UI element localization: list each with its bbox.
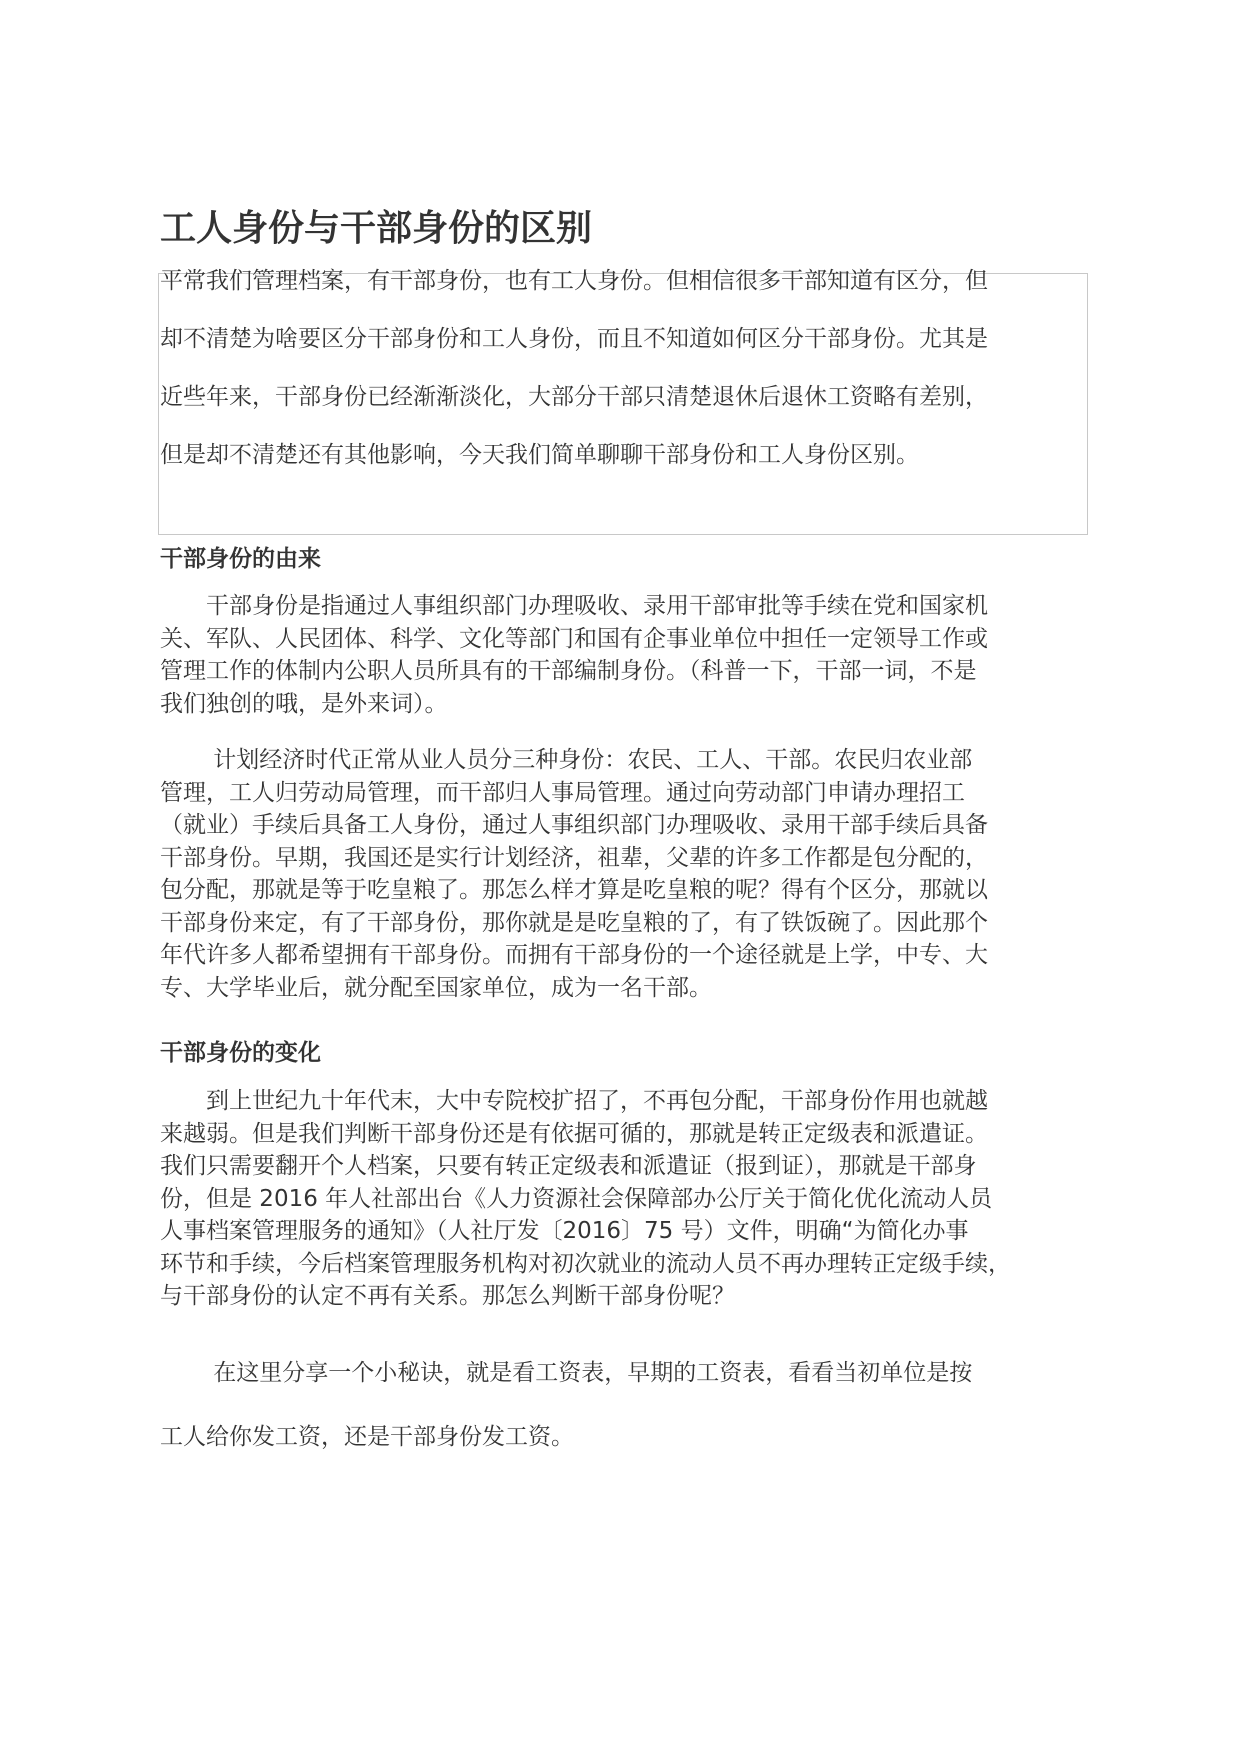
intro-line: 平常我们管理档案，有干部身份，也有工人身份。但相信很多干部知道有区分，但 [160,268,988,294]
intro-line: 但是却不清楚还有其他影响，今天我们简单聊聊干部身份和工人身份区别。 [160,442,919,468]
section-heading-origin: 干部身份的由来 [160,546,321,572]
paragraph-line: 专、大学毕业后，就分配至国家单位，成为一名干部。 [160,974,712,1001]
document-title: 工人身份与干部身份的区别 [160,208,593,249]
paragraph-line: 与干部身份的认定不再有关系。那怎么判断干部身份呢？ [160,1283,735,1309]
paragraph-line: 干部身份。早期，我国还是实行计划经济，祖辈，父辈的许多工作都是包分配的， [160,844,988,871]
intro-line: 近些年来，干部身份已经渐渐淡化，大部分干部只清楚退休后退休工资略有差别， [160,384,988,410]
intro-line: 却不清楚为啥要区分干部身份和工人身份，而且不知道如何区分干部身份。尤其是 [160,326,988,352]
paragraph [160,744,1100,1004]
paragraph-line: 管理工作的体制内公职人员所具有的干部编制身份。（科普一下，干部一词，不是 [160,658,977,684]
paragraph-line: 干部身份来定，有了干部身份，那你就是是吃皇粮的了，有了铁饭碗了。因此那个 [160,909,988,936]
paragraph-line: 关、军队、人民团体、科学、文化等部门和国有企事业单位中担任一定领导工作或 [160,625,988,652]
paragraph [160,590,1100,720]
paragraph-line: 计划经济时代正常从业人员分三种身份：农民、工人、干部。农民归农业部 [160,747,973,773]
paragraph-line: 干部身份是指通过人事组织部门办理吸收、录用干部审批等手续在党和国家机 [160,593,988,619]
paragraph-line: 人事档案管理服务的通知》（人社厅发〔2016〕75 号）文件，明确“为简化办事 [160,1218,969,1244]
paragraph-line: 来越弱。但是我们判断干部身份还是有依据可循的，那就是转正定级表和派遣证。 [160,1120,988,1147]
paragraph-line: 我们独创的哦，是外来词）。 [160,690,448,717]
tip-line: 工人给你发工资，还是干部身份发工资。 [160,1424,574,1450]
paragraph-line: 份，但是 2016 年人社部出台《人力资源社会保障部办公厅关于简化优化流动人员 [160,1185,993,1212]
paragraph-line: 我们只需要翻开个人档案，只要有转正定级表和派遣证（报到证），那就是干部身 [160,1153,977,1179]
paragraph-line: 包分配，那就是等于吃皇粮了。那怎么样才算是吃皇粮的呢？得有个区分，那就以 [160,877,988,903]
paragraph [160,1085,1100,1313]
tip-line: 在这里分享一个小秘诀，就是看工资表，早期的工资表，看看当初单位是按 [160,1360,973,1386]
paragraph-line: 管理，工人归劳动局管理，而干部归人事局管理。通过向劳动部门申请办理招工 [160,779,965,806]
paragraph-line: 到上世纪九十年代末，大中专院校扩招了，不再包分配，干部身份作用也就越 [160,1088,988,1114]
paragraph-line: 年代许多人都希望拥有干部身份。而拥有干部身份的一个途径就是上学，中专、大 [160,942,988,968]
paragraph-line: （就业）手续后具备工人身份，通过人事组织部门办理吸收、录用干部手续后具备 [160,812,988,838]
section-heading-change: 干部身份的变化 [160,1040,321,1066]
paragraph-line: 环节和手续，今后档案管理服务机构对初次就业的流动人员不再办理转正定级手续， [160,1250,1011,1277]
